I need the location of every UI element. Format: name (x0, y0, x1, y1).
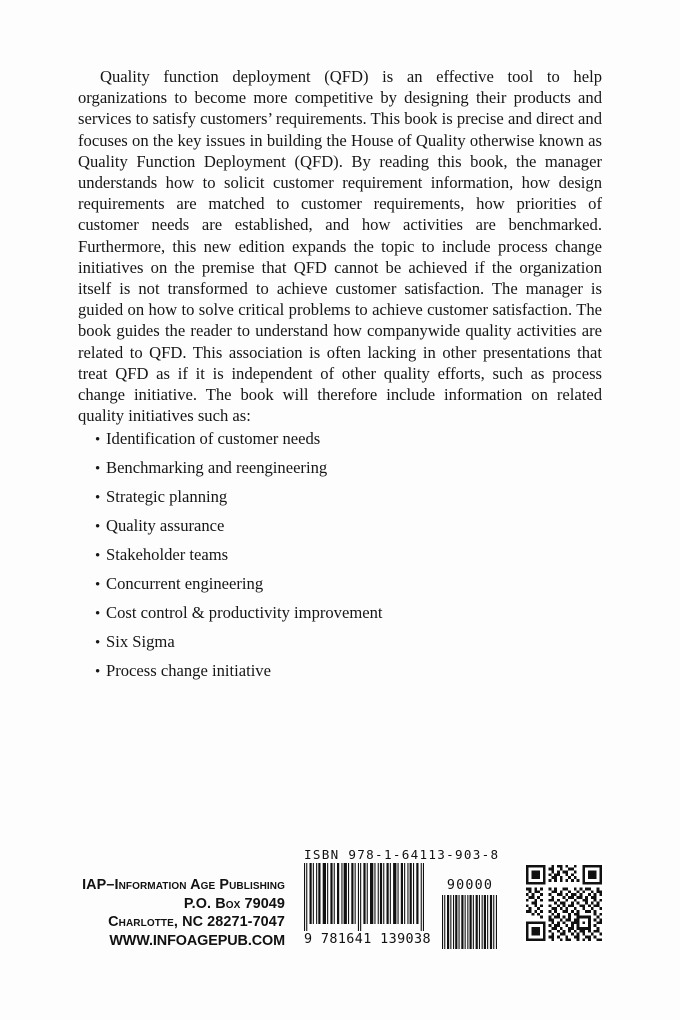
list-item-label: Benchmarking and reengineering (106, 458, 328, 477)
list-item-label: Six Sigma (106, 632, 175, 651)
list-item-label: Cost control & productivity improvement (106, 603, 383, 622)
quality-initiatives-list (95, 424, 575, 685)
list-item (95, 453, 575, 482)
addon-value-label: 90000 (446, 878, 494, 893)
bullet-icon: • (95, 664, 101, 680)
bullet-icon: • (95, 432, 101, 448)
list-item (95, 656, 575, 685)
isbn-barcode-group (304, 847, 499, 947)
ean5-addon-bars-icon (442, 895, 498, 949)
ean13-bars-icon (304, 863, 426, 931)
ean13-digits-label: 9 781641 139038 (304, 932, 431, 947)
list-item-label: Concurrent engineering (106, 574, 264, 593)
bullet-icon: • (95, 490, 101, 506)
ean13-barcode (304, 863, 494, 931)
bullet-icon: • (95, 577, 101, 593)
bullet-icon: • (95, 606, 101, 622)
list-item (95, 482, 575, 511)
bullet-icon: • (95, 635, 101, 651)
publisher-imprint (40, 876, 285, 950)
qr-code-icon (523, 862, 605, 944)
list-item-label: Identification of customer needs (106, 429, 321, 448)
list-item-label: Quality assurance (106, 516, 225, 535)
list-item-label: Strategic planning (106, 487, 228, 506)
publisher-po-box: P.O. Box 79049 (183, 895, 285, 912)
bullet-icon: • (95, 461, 101, 477)
list-item (95, 511, 575, 540)
list-item-label: Stakeholder teams (106, 545, 229, 564)
isbn-number-label: ISBN 978-1-64113-903-8 (304, 847, 500, 862)
list-item (95, 540, 575, 569)
publisher-city-state-zip: Charlotte, NC 28271-7047 (108, 914, 285, 931)
bullet-icon: • (95, 548, 101, 564)
list-item-label: Process change initiative (106, 661, 271, 680)
list-item (95, 569, 575, 598)
publisher-name: IAP–Information Age Publishing (82, 877, 285, 893)
publisher-website: WWW.INFOAGEPUB.COM (109, 932, 285, 949)
ean5-addon-barcode (442, 878, 498, 954)
list-item (95, 424, 575, 453)
back-cover-blurb: Quality function deployment (QFD) is an effective tool to help organizations to become more competitive by designing their products and services to satisfy customers’ requirements. This book is precise and direct and focuses on the key issues in building the House of Quality otherwise known as Quality Function Deployment (QFD). By reading this book, the manager understands how to solicit customer requirement information, how design requirements are matched to customer requirements, how priorities of customer needs are established, and how activities are benchmarked. Furthermore, this new edition expands the topic to include process change initiatives on the premise that QFD cannot be achieved if the organization itself is not transformed to achieve customer satisfaction. The manager is guided on how to solve critical problems to achieve customer satisfaction. The book guides the reader to understand how companywide quality activities are related to QFD. This association is often lacking in other presentations that treat QFD as if it is independent of other quality efforts, such as process change initiative. The book will therefore include information on related quality initiatives such as: (78, 67, 602, 426)
list-item (95, 598, 575, 627)
list-item (95, 627, 575, 656)
bullet-icon: • (95, 519, 101, 535)
